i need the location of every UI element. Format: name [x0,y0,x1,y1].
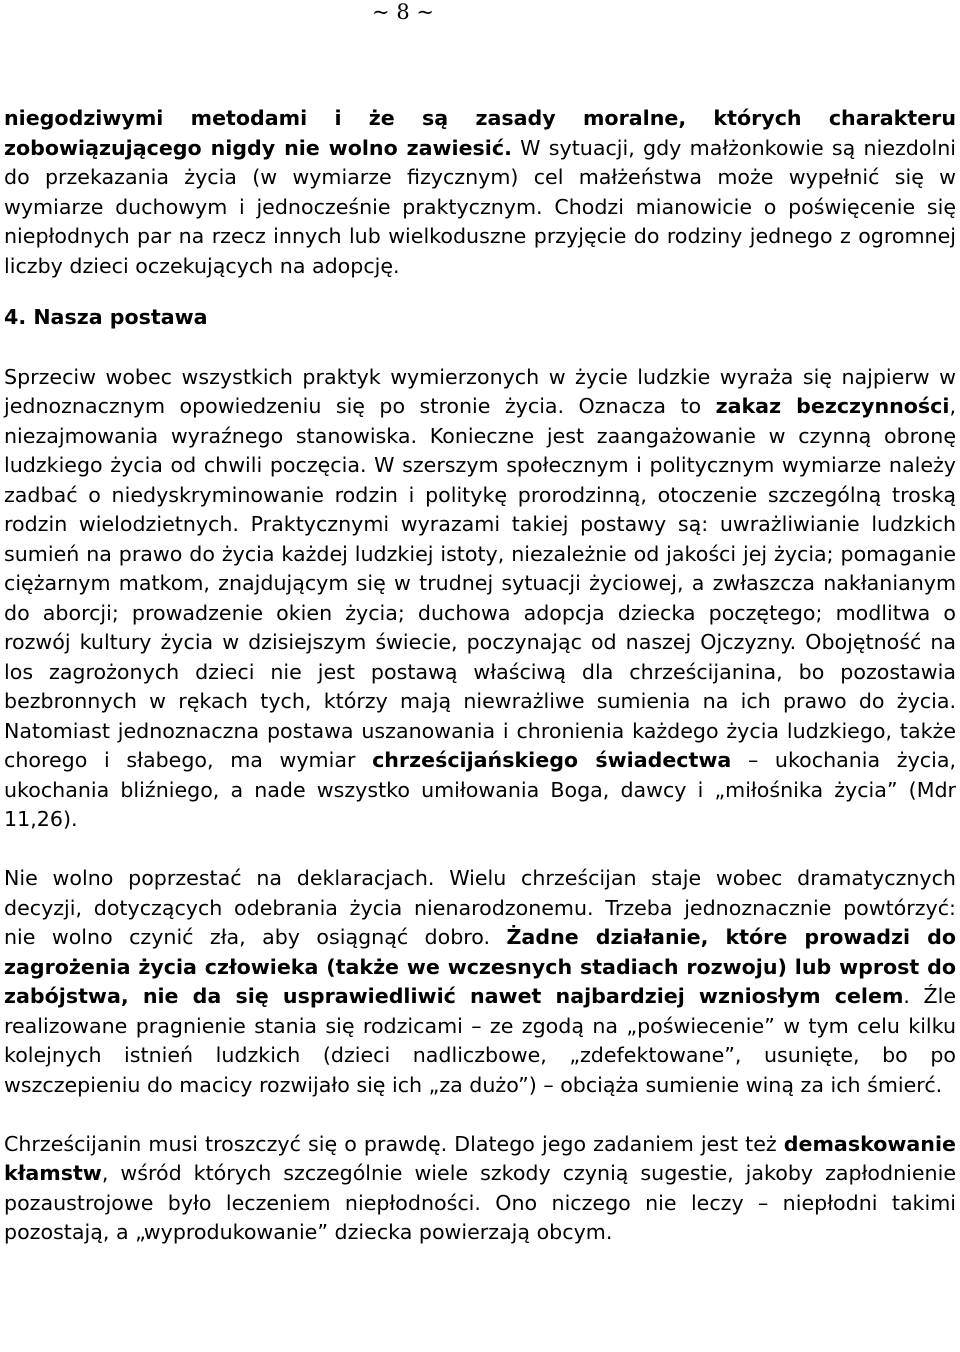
paragraph-text: – ukochania życia, ukochania bliźniego, a nade wszystko umiłowania Boga, dawcy i „miłośnika życia” (Mdr 11,26). [4,748,957,831]
bold-phrase: chrześcijańskiego świadectwa [372,748,732,772]
bold-phrase: demaskowanie kłamstw [4,1131,956,1185]
paragraph-text: Chrześcijanin musi troszczyć się o prawdę. Dlatego jego zadaniem jest też [4,1131,784,1156]
bold-phrase: zakaz bezczynności [715,394,950,418]
paragraph-declarations [4,864,956,1100]
paragraph-truth [4,1130,956,1248]
paragraph-continuation [4,104,956,281]
paragraph-text: . Źle realizowane pragnienie stania się rodzicami – ze zgodą na „poświecenie” w tym celu kilku kolejnych istnień ludzkich (dzieci nadliczbowe, „zdefektowane”, usunięte, bo po wszczepieniu do macicy rozwijało się ich „za dużo”) – obciąża sumienie winą za ich śmierć. [4,984,957,1097]
bold-phrase: Żadne działanie, które prowadzi do zagrożenia życia człowieka (także we wczesnych stadiach rozwoju) lub wprost do zabójstwa, nie da się usprawiedliwić nawet najbardziej wzniosłym celem [4,925,956,1008]
page-number: ~ 8 ~ [372,0,434,24]
paragraph-text: Nie wolno poprzestać na deklaracjach. Wielu chrześcijan staje wobec dramatycznych decyzji, dotyczących odebrania życia nienarodzonemu. Trzeba jednoznacznie powtórzyć: nie wolno czynić zła, aby osiągnąć dobro. [4,866,956,949]
section-heading: 4. Nasza postawa [4,305,208,329]
document-body [4,104,956,1248]
bold-phrase: niegodziwymi metodami i że są zasady moralne, których charakteru zobowiązującego nigdy nie wolno zawiesić. [4,106,956,160]
paragraph-attitude [4,363,956,835]
paragraph-text: W sytuacji, gdy małżonkowie są niezdolni do przekazania życia (w wymiarze fizycznym) cel małżeństwa może wypełnić się w wymiarze duchowym i jednocześnie praktycznym. Chodzi mianowicie o poświęcenie się niepłodnych par na rzecz innych lub wielkoduszne przyjęcie do rodziny jednego z ogromnej liczby dzieci oczekujących na adopcję. [4,135,956,278]
paragraph-text: , wśród których szczególnie wiele szkody czynią sugestie, jakoby zapłodnienie pozaustrojowe było leczeniem niepłodności. Ono niczego nie leczy – niepłodni takimi pozostają, a „wyprodukowanie” dziecka powierzają obcym. [4,1161,956,1244]
paragraph-text: Sprzeciw wobec wszystkich praktyk wymierzonych w życie ludzkie wyraża się najpierw w jednoznacznym opowiedzeniu się po stronie życia. Oznacza to [4,364,956,418]
paragraph-text: , niezajmowania wyraźnego stanowiska. Konieczne jest zaangażowanie w czynną obronę ludzkiego życia od chwili poczęcia. W szerszym społecznym i politycznym wymiarze należy zadbać o niedyskryminowanie rodzin i politykę prorodzinną, otoczenie szczególną troską rodzin wielodzietnych. Praktycznymi wyrazami takiej postawy są: uwrażliwianie ludzkich sumień na prawo do życia każdej ludzkiej istoty, niezależnie od jakości jej życia; pomaganie ciężarnym matkom, znajdującym się w trudnej sytuacji życiowej, a zwłaszcza nakłanianym do aborcji; prowadzenie okien życia; duchowa adopcja dziecka poczętego; modlitwa o rozwój kultury życia w dzisiejszym świecie, poczynając od naszej Ojczyzny. Obojętność na los zagrożonych dzieci nie jest postawą właściwą dla chrześcijanina, bo pozostawia bezbronnych w rękach tych, którzy mają niewrażliwe sumienia na ich prawo do życia. Natomiast jednoznaczna postawa uszanowania i chronienia każdego życia ludzkiego, także chorego i słabego, ma wymiar [4,394,956,772]
